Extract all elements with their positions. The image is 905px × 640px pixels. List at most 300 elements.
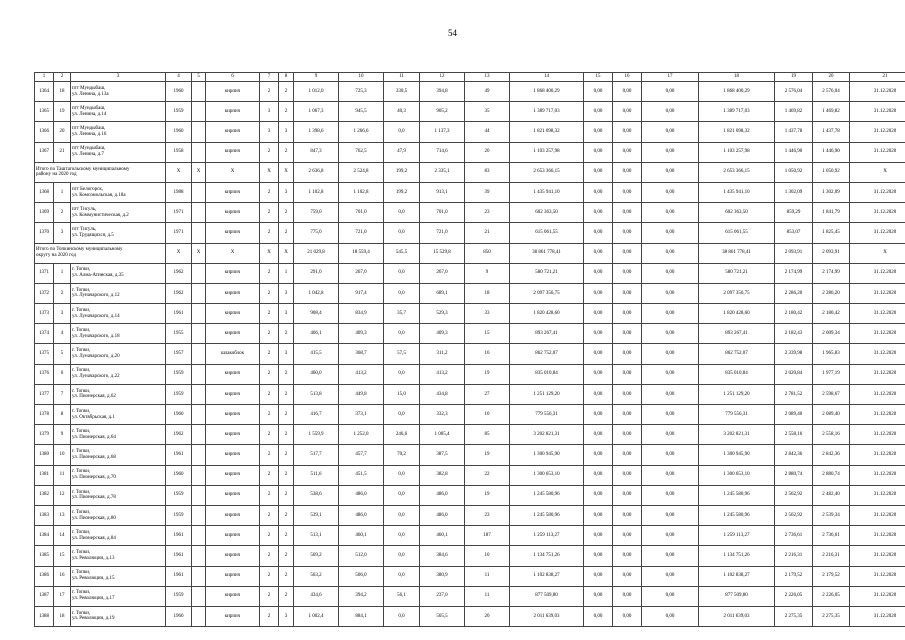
table-cell: 2 482,40 [813,485,850,505]
table-cell: 38 861 778,41 [699,243,775,263]
table-cell: 2 [279,465,294,485]
table-cell: 31.12.2020 [850,102,905,122]
table-cell: 20 [54,122,71,142]
table-cell: 0,00 [584,162,613,182]
table-cell: 1961 [166,526,192,546]
table-cell: 2 [260,526,279,546]
table-cell: 701,0 [420,203,465,223]
table-cell [192,425,206,445]
table-cell: 1959 [166,586,192,606]
table-row [35,263,905,283]
table-cell [192,122,206,142]
table-cell [192,142,206,162]
table-cell: 917,4 [339,283,384,303]
table-cell: кирпич [206,82,260,102]
table-cell: 862 752,07 [510,344,584,364]
table-cell: 1960 [166,606,192,626]
table-cell [192,324,206,344]
table-cell: 2 880,74 [813,465,850,485]
table-cell: 0,0 [384,505,420,525]
table-cell [192,606,206,626]
column-number: 12 [420,73,465,82]
table-cell: 460,1 [420,526,465,546]
table-cell: 0,00 [613,324,642,344]
table-cell: 859,29 [775,203,813,223]
table-cell: 2 576,04 [775,82,813,102]
table-cell: 486,0 [420,485,465,505]
subtotal-row [35,243,905,263]
table-cell [192,82,206,102]
table-cell: 2 781,52 [775,384,813,404]
column-number: 17 [642,73,699,82]
table-cell: 1 446,90 [813,142,850,162]
table-cell: 2 097 356,75 [699,283,775,303]
column-number: 15 [584,73,613,82]
table-cell: 1961 [166,546,192,566]
table-cell: 1 302,09 [775,182,813,202]
table-cell: 0,00 [613,304,642,324]
table-cell: 1375 [35,344,54,364]
table-cell: 1 559,9 [294,425,339,445]
table-cell [192,203,206,223]
table-cell: 2 [54,203,71,223]
table-cell: 0,00 [642,283,699,303]
table-cell: 775,0 [294,223,339,243]
address-cell: г. Топки, ул. Луначарского, д.12 [71,283,166,303]
table-cell: 721,0 [339,223,384,243]
table-cell: 2 [279,102,294,122]
column-number: 1 [35,73,54,82]
table-cell: 31.12.2020 [850,384,905,404]
table-cell: 0,00 [613,142,642,162]
table-cell: 905,2 [420,102,465,122]
table-cell: кирпич [206,505,260,525]
table-cell: X [206,243,260,263]
table-cell: 16 [54,566,71,586]
address-cell: пгт Мундыбаш, ул. Ленина, д.16 [71,122,166,142]
address-cell: г. Топки, ул. Пионерская, д.78 [71,485,166,505]
table-cell [192,263,206,283]
table-cell: 2 [260,425,279,445]
table-cell: 513,8 [294,384,339,404]
table-cell: 460,1 [339,526,384,546]
table-cell: 451,5 [339,465,384,485]
table-row [35,203,905,223]
table-cell: кирпич [206,203,260,223]
table-cell: 847,3 [294,142,339,162]
table-cell: 2 179,52 [813,566,850,586]
table-cell: 1 821 098,32 [699,122,775,142]
table-cell: 2 182,43 [775,324,813,344]
table-cell: 15 529,8 [420,243,465,263]
table-row [35,344,905,364]
table-cell: 2 558,16 [813,425,850,445]
table-cell: 779 556,31 [510,405,584,425]
table-cell: 2 174,99 [813,263,850,283]
table-cell: 8 [54,405,71,425]
table-cell: 18 [465,283,510,303]
table-cell: 945,5 [339,102,384,122]
table-cell: 2 [279,586,294,606]
table-cell: 0,00 [642,364,699,384]
table-cell: 1 042,8 [294,283,339,303]
table-cell: кирпич [206,182,260,202]
table-cell: 0,00 [613,405,642,425]
table-cell: 0,00 [584,263,613,283]
table-cell: 759,0 [294,203,339,223]
table-cell: 2 [279,82,294,102]
table-cell: 1961 [166,566,192,586]
column-number: 21 [850,73,905,82]
table-cell: 18 [54,606,71,626]
address-cell: г. Топки, ул. Пионерская, д.68 [71,445,166,465]
table-cell: 0,00 [642,485,699,505]
table-cell: 2 [260,485,279,505]
table-cell: 0,00 [584,283,613,303]
address-cell: г. Топки, ул. Революции, д.19 [71,606,166,626]
table-cell: 0,00 [584,364,613,384]
table-cell [192,485,206,505]
table-cell: 31.12.2020 [850,203,905,223]
table-cell: 1 821 098,32 [510,122,584,142]
table-cell: 762,5 [339,142,384,162]
table-cell: 31.12.2020 [850,566,905,586]
column-number: 7 [260,73,279,82]
table-cell: 0,00 [584,384,613,404]
table-cell: 47,9 [384,142,420,162]
table-cell: 11 [465,586,510,606]
table-cell: 1364 [35,82,54,102]
table-cell: 246,6 [384,425,420,445]
table-cell: 1959 [166,505,192,525]
table-cell: 3 [279,606,294,626]
table-cell: 466,1 [294,324,339,344]
table-cell: 1 300 945,90 [699,445,775,465]
table-cell: 3 [279,283,294,303]
table-cell: 9 [54,425,71,445]
address-cell: г. Топки, ул. Революции, д.15 [71,566,166,586]
table-cell: 1 437,78 [813,122,850,142]
table-cell: 0,00 [584,82,613,102]
table-cell [192,182,206,202]
table-cell: 2 [260,465,279,485]
table-cell: 31.12.2020 [850,304,905,324]
table-cell: 19 [465,364,510,384]
table-cell: 39 [465,182,510,202]
table-cell: 0,00 [642,505,699,525]
table-cell: 1962 [166,425,192,445]
table-cell: 0,00 [613,606,642,626]
table-cell: 1961 [166,445,192,465]
table-cell: 0,00 [613,364,642,384]
table-cell: 0,00 [642,102,699,122]
table-cell: 31.12.2020 [850,546,905,566]
table-cell: 0,00 [584,405,613,425]
table-cell: 1 825,45 [813,223,850,243]
table-cell: 0,00 [642,405,699,425]
table-row [35,82,905,102]
table-cell: 0,00 [584,142,613,162]
table-cell: 615 061,55 [510,223,584,243]
table-cell: 21 [54,142,71,162]
table-cell: 1959 [166,102,192,122]
table-cell: 2 [260,546,279,566]
table-cell: кирпич [206,485,260,505]
table-cell: 31.12.2020 [850,223,905,243]
address-cell: пгт Тисуль, ул. Трудящихся, д.5 [71,223,166,243]
table-cell: 0,0 [384,485,420,505]
table-row [35,425,905,445]
table-cell: 460,0 [294,364,339,384]
column-number: 13 [465,73,510,82]
table-cell: 0,00 [642,142,699,162]
table-cell: 0,00 [642,203,699,223]
table-cell: 31.12.2020 [850,263,905,283]
table-cell: 0,00 [584,304,613,324]
table-cell: 14 [54,526,71,546]
table-cell: 12 [54,485,71,505]
table-cell: 1 300 653,10 [510,465,584,485]
table-cell: 2 880,74 [775,465,813,485]
table-cell: 1 [54,182,71,202]
table-cell: 0,00 [584,243,613,263]
table-cell: 0,00 [584,203,613,223]
table-cell: 1376 [35,364,54,384]
table-cell: 2 [260,304,279,324]
table-cell: 0,00 [613,182,642,202]
table-cell: 0,00 [642,566,699,586]
table-cell: 779 556,31 [699,405,775,425]
table-cell: 2 180,42 [775,304,813,324]
table-cell: 2 653 366,15 [510,162,584,182]
address-cell: пгт Тисуль, ул. Коммунистическая, д.2 [71,203,166,223]
table-cell: 0,0 [384,526,420,546]
table-cell: 1 389 717,03 [699,102,775,122]
table-cell: 409,3 [420,324,465,344]
table-cell: 1 389 717,03 [510,102,584,122]
table-cell: 835 010,84 [699,364,775,384]
table-cell: 394,8 [420,82,465,102]
table-cell: 2 226,05 [775,586,813,606]
table-cell: кирпич [206,405,260,425]
table-cell: 2 539,34 [813,505,850,525]
table-cell: 4 [54,324,71,344]
column-number: 18 [699,73,775,82]
table-cell: 31.12.2020 [850,485,905,505]
table-row [35,364,905,384]
table-cell: 0,00 [613,283,642,303]
table-cell: 1 977,19 [813,364,850,384]
table-cell: 31.12.2020 [850,586,905,606]
table-cell: 2 562,92 [775,485,813,505]
address-cell: г. Топки, ул. Алма-Атинская, д.35 [71,263,166,283]
table-cell: 0,0 [384,465,420,485]
table-cell: X [260,162,279,182]
table-row [35,102,905,122]
table-cell: кирпич [206,465,260,485]
table-cell: 187 [465,526,510,546]
table-cell: 0,00 [584,566,613,586]
table-cell: 0,00 [584,526,613,546]
table-cell: 413,2 [420,364,465,384]
table-cell: 602 363,50 [510,203,584,223]
table-cell: 0,00 [613,82,642,102]
table-cell: 1 245 580,96 [699,505,775,525]
table-cell: 31.12.2020 [850,122,905,142]
table-cell: 1371 [35,263,54,283]
table-cell: 1958 [166,142,192,162]
table-cell: 27 [465,384,510,404]
table-cell: 1366 [35,122,54,142]
table-cell: X [166,162,192,182]
table-cell: 2 216,31 [775,546,813,566]
table-cell [192,586,206,606]
column-number: 16 [613,73,642,82]
table-cell: 31.12.2020 [850,344,905,364]
table-cell: 1957 [166,344,192,364]
address-cell: г. Топки, ул. Луначарского, д.14 [71,304,166,324]
table-cell: 1 102 838,27 [699,566,775,586]
table-cell: 0,00 [642,304,699,324]
table-cell: кирпич [206,102,260,122]
table-cell: 1369 [35,203,54,223]
table-cell: 2 180,42 [813,304,850,324]
table-cell: 44 [465,122,510,142]
table-cell: 1 012,0 [294,82,339,102]
table-cell: 2 [260,223,279,243]
table-cell: 0,00 [584,586,613,606]
table-cell [192,505,206,525]
table-cell: 1 868 400,29 [510,82,584,102]
table-cell: кирпич [206,324,260,344]
table-cell: 1385 [35,546,54,566]
table-cell: 1381 [35,465,54,485]
table-cell: кирпич [206,223,260,243]
table-cell: 31.12.2020 [850,405,905,425]
table-cell: 545,5 [384,243,420,263]
table-cell: 0,00 [584,465,613,485]
table-cell: 0,00 [642,445,699,465]
table-cell: 0,00 [642,223,699,243]
table-cell: 3 [260,102,279,122]
table-cell: 0,00 [642,162,699,182]
table-cell: 0,00 [584,102,613,122]
address-cell: пгт Мундыбаш, ул. Ленина, д.14 [71,102,166,122]
table-cell: кирпич [206,142,260,162]
table-cell: 539,1 [294,505,339,525]
table-cell: 1 005,4 [420,425,465,445]
table-cell: X [192,243,206,263]
table-cell: 0,00 [613,162,642,182]
table-cell: 2 093,91 [775,243,813,263]
table-cell: 373,1 [339,405,384,425]
table-cell: 0,0 [384,122,420,142]
table-cell: 2 576,04 [813,82,850,102]
table-cell: 877 509,80 [510,586,584,606]
table-cell: 23 [465,505,510,525]
table-cell: 1 437,78 [775,122,813,142]
table-cell: 0,0 [384,606,420,626]
table-cell: 31.12.2020 [850,606,905,626]
column-number: 6 [206,73,260,82]
table-cell: 267,0 [339,263,384,283]
table-cell: кирпич [206,263,260,283]
table-cell: 2 089,40 [775,405,813,425]
table-row [35,505,905,525]
table-cell: 2 216,31 [813,546,850,566]
table-cell: 721,0 [420,223,465,243]
table-cell: 1 965,83 [813,344,850,364]
table-cell: 3 [279,344,294,364]
table-cell: кирпич [206,122,260,142]
table-cell: 1 134 751,26 [510,546,584,566]
table-cell: 1961 [166,304,192,324]
table-cell: 49 [465,82,510,102]
table-cell: 0,00 [613,102,642,122]
table-cell: 0,0 [384,263,420,283]
table-cell: 9 [465,263,510,283]
table-cell: 416,7 [294,405,339,425]
table-cell: 33 [465,304,510,324]
table-cell: 35,7 [384,304,420,324]
table-cell: кирпич [206,566,260,586]
address-cell: пгт Мундыбаш, ул. Ленина, д.7 [71,142,166,162]
table-cell: 2 [260,182,279,202]
table-cell: 21 029,8 [294,243,339,263]
table-cell: 862 752,07 [699,344,775,364]
table-cell: 1373 [35,304,54,324]
table-row [35,223,905,243]
table-cell: 31.12.2020 [850,82,905,102]
table-cell: 368,7 [339,344,384,364]
table-cell: 1 251 129,20 [510,384,584,404]
table-cell: 1 [54,263,71,283]
table-cell: 565,5 [420,606,465,626]
table-cell: 31.12.2020 [850,505,905,525]
table-cell: 602 363,50 [699,203,775,223]
table-cell: 1962 [166,283,192,303]
table-cell: 1372 [35,283,54,303]
table-cell: 1 435 941,10 [510,182,584,202]
table-row [35,304,905,324]
table-cell: 0,0 [384,203,420,223]
table-cell: 13 [54,505,71,525]
table-cell: 1 [279,263,294,283]
table-cell: 1 820 428,60 [510,304,584,324]
table-cell: 3 202 821,31 [510,425,584,445]
table-cell: 1960 [166,405,192,425]
table-cell: 1 067,3 [294,102,339,122]
table-cell: 517,7 [294,445,339,465]
table-cell: 18 559,4 [339,243,384,263]
table-cell: 40,3 [384,102,420,122]
table-cell: 1 050,92 [813,162,850,182]
table-cell [192,304,206,324]
table-cell [192,223,206,243]
table-cell: 2 011 639,03 [510,606,584,626]
table-cell: 0,00 [613,505,642,525]
table-cell: 1386 [35,566,54,586]
table-cell: 3 [279,304,294,324]
table-cell: 1 252,0 [339,425,384,445]
table-cell: 57,5 [384,344,420,364]
table-cell: 1988 [166,182,192,202]
table-cell: 2 339,98 [775,344,813,364]
table-cell: 486,0 [339,505,384,525]
table-cell: 1 435 941,10 [699,182,775,202]
table-cell: 1378 [35,405,54,425]
table-row [35,566,905,586]
